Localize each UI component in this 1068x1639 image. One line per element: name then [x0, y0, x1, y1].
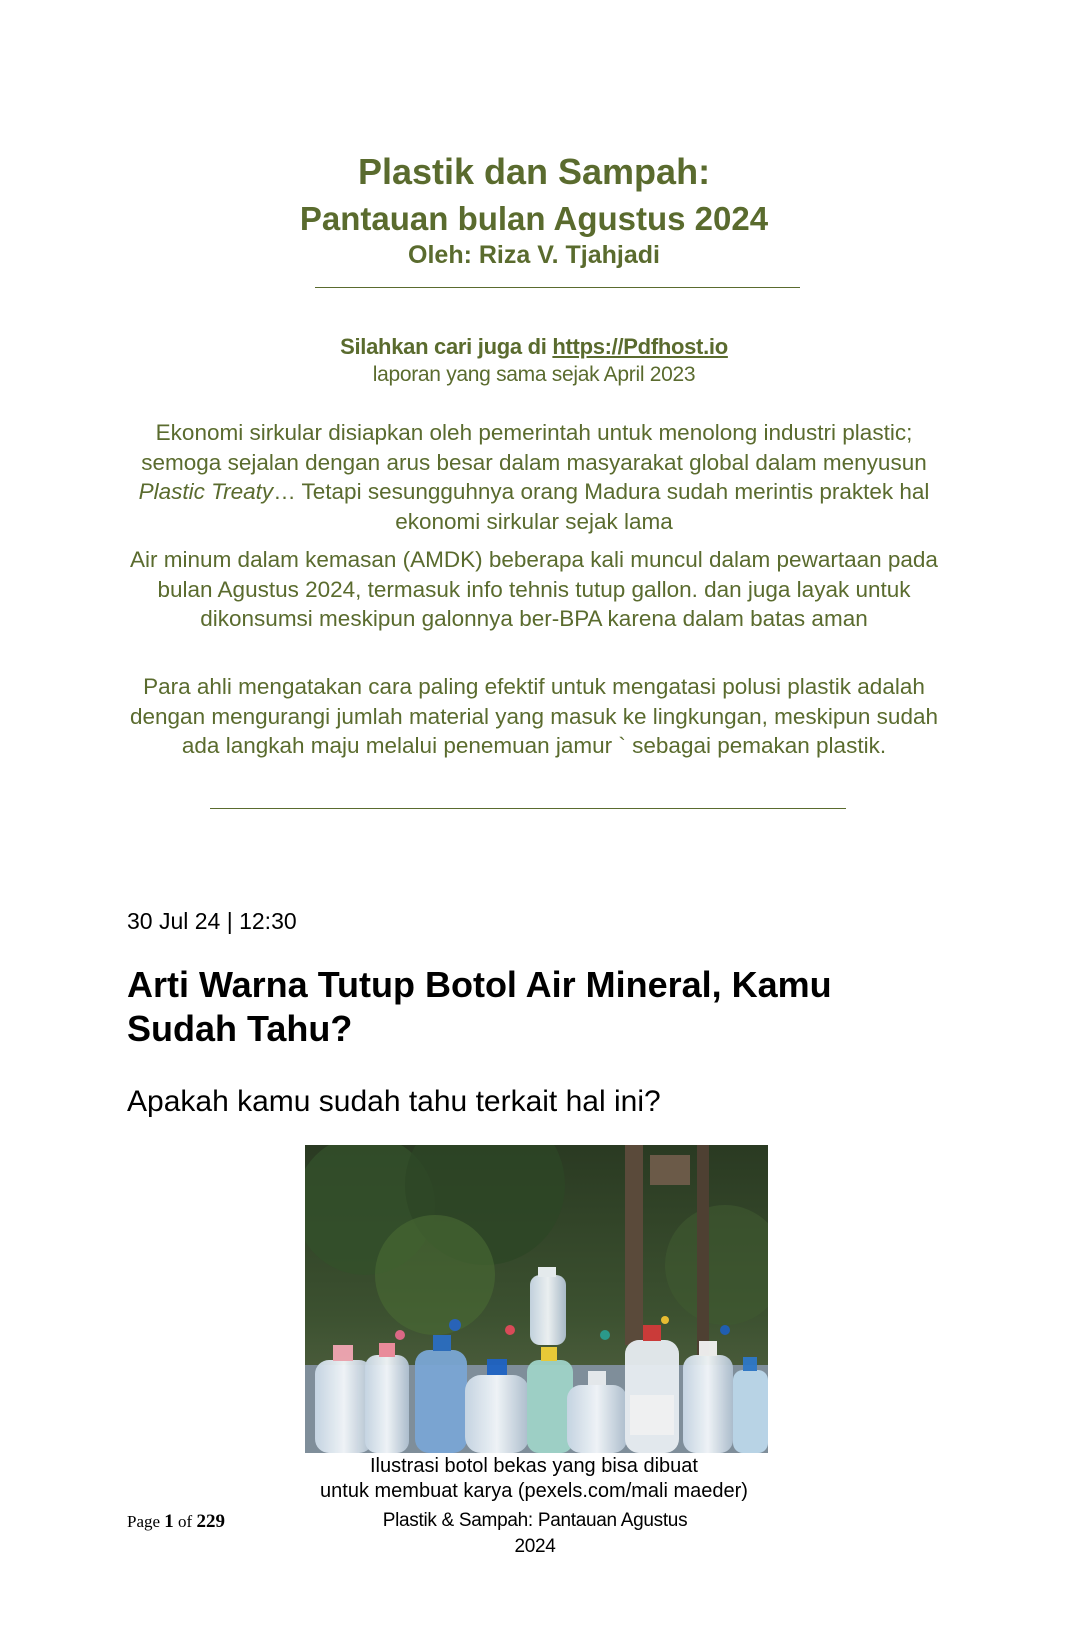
summary-paragraph-3: Para ahli mengatakan cara paling efektif untuk mengatasi polusi plastik adalah dengan mengurangi jumlah material yang masuk ke lingkungan, meskipun sudah ada langkah maju melalui penemuan jamur ` sebagai pemakan plastik.	[130, 674, 938, 758]
of-label: of	[173, 1512, 197, 1531]
article-subtitle: Apakah kamu sudah tahu terkait hal ini?	[127, 1085, 661, 1118]
search-prefix: Silahkan cari juga di	[340, 334, 553, 359]
page-indicator	[127, 1510, 225, 1534]
summary-1-italic: Plastic Treaty	[138, 479, 274, 504]
caption-line-1: Ilustrasi botol bekas yang bisa dibuat	[370, 1455, 698, 1477]
summary-1-before: Ekonomi sirkular disiapkan oleh pemerintah untuk menolong industri plastic; semoga sejalan dengan arus besar dalam masyarakat global dalam menyusun	[141, 420, 927, 475]
document-title	[0, 150, 1068, 194]
document-author: Oleh: Riza V. Tjahjadi	[408, 241, 660, 269]
search-line	[0, 332, 1068, 362]
article-headline	[127, 963, 947, 1051]
document-subtitle: Pantauan bulan Agustus 2024	[299, 200, 769, 237]
caption-line-2: untuk membuat karya (pexels.com/mali maeder)	[320, 1480, 748, 1502]
page-total: 229	[196, 1511, 225, 1532]
footer-document-title: Plastik & Sampah: Pantauan Agustus 2024	[382, 1510, 688, 1557]
headline-line-1: Arti Warna Tutup Botol Air Mineral, Kamu	[127, 964, 832, 1005]
summary-1-after: … Tetapi sesungguhnya orang Madura sudah merintis praktek hal ekonomi sirkular sejak lama	[273, 479, 930, 534]
article-date: 30 Jul 24 | 12:30	[127, 908, 297, 934]
article-photo	[305, 1145, 768, 1453]
divider-top	[315, 287, 800, 288]
photo-caption	[0, 1454, 1068, 1504]
report-note: laporan yang sama sejak April 2023	[372, 363, 696, 386]
divider-bottom	[210, 808, 846, 809]
headline-line-2: Sudah Tahu?	[127, 1008, 353, 1049]
page-number: 1	[164, 1511, 174, 1532]
document-title-colon: :	[698, 151, 711, 192]
page-label: Page	[127, 1512, 165, 1531]
summary-paragraph-2: Air minum dalam kemasan (AMDK) beberapa kali muncul dalam pewartaan pada bulan Agustus 2024, termasuk info tehnis tutup gallon. dan juga layak untuk dikonsumsi meskipun galonnya ber-BPA karena dalam batas aman	[130, 547, 938, 631]
pdfhost-link[interactable]: https://Pdfhost.io	[552, 334, 728, 359]
document-title-main: Plastik dan Sampah	[357, 151, 699, 192]
summary-paragraph-1	[120, 418, 948, 536]
